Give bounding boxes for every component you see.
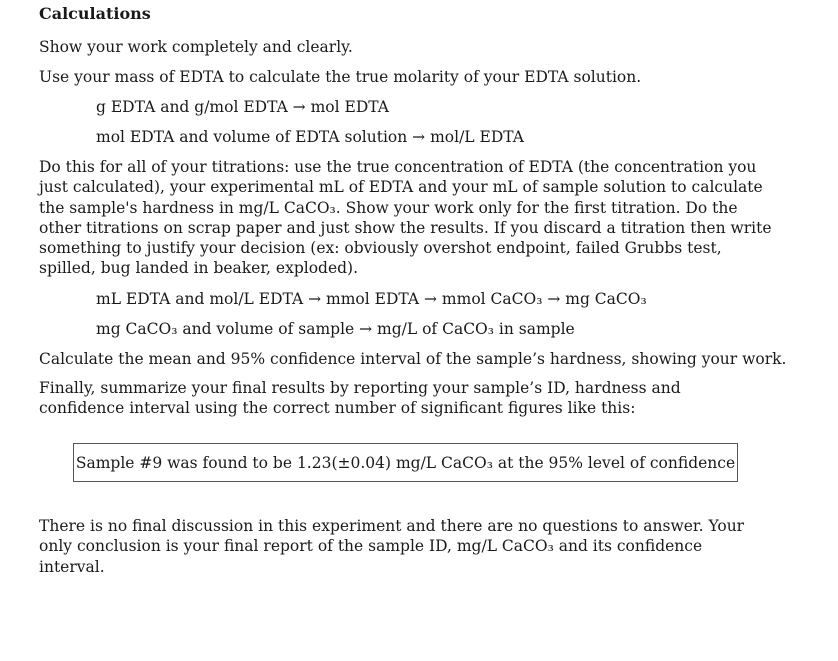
titration-instruction: Do this for all of your titrations: use the true concentration of EDTA (the concentration you just calculated), your experimental mL of EDTA and your mL of sample solution to calculate the sample's hardness in mg/L CaCO₃. Show your work only for the first titration. Do the other titrations on scrap paper and just show the results. If you discard a titration then write something to justify your decision (ex: obviously overshot endpoint, failed Grubbs test, spilled, bug landed in beaker, exploded). [39, 158, 772, 278]
mean-instruction: Calculate the mean and 95% confidence interval of the sample’s hardness, showing your work. [39, 350, 787, 368]
titration-step-2: mg CaCO₃ and volume of sample → mg/L of CaCO₃ in sample [96, 320, 575, 338]
edta-step-2: mol EDTA and volume of EDTA solution → mol/L EDTA [96, 128, 524, 146]
closing-note: There is no final discussion in this experiment and there are no questions to answer. Your only conclusion is your final report of the sample ID, mg/L CaCO₃ and its confidence interval. [39, 517, 745, 576]
titration-step-1: mL EDTA and mol/L EDTA → mmol EDTA → mmol CaCO₃ → mg CaCO₃ [96, 290, 647, 308]
example-result-box [73, 443, 738, 482]
example-result-text: Sample #9 was found to be 1.23(±0.04) mg/L CaCO₃ at the 95% level of confidence [75, 453, 736, 472]
section-heading: Calculations [39, 4, 151, 23]
edta-instruction: Use your mass of EDTA to calculate the true molarity of your EDTA solution. [39, 68, 642, 86]
edta-step-1: g EDTA and g/mol EDTA → mol EDTA [96, 98, 389, 116]
summary-instruction: Finally, summarize your final results by reporting your sample’s ID, hardness and confidence interval using the correct number of significant figures like this: [39, 379, 681, 418]
intro-text: Show your work completely and clearly. [39, 38, 353, 56]
